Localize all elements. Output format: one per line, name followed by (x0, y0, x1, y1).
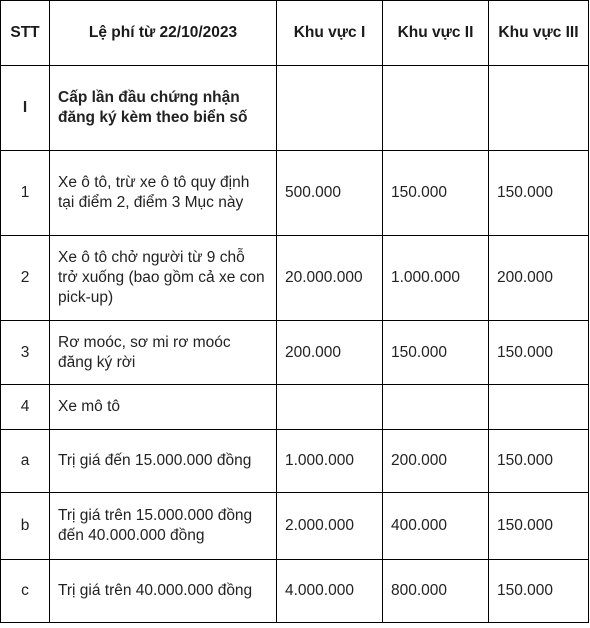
row-zone-2: 800.000 (383, 560, 489, 623)
row-stt: 3 (1, 321, 50, 385)
row-stt: 1 (1, 151, 50, 236)
row-description: Trị giá trên 15.000.000 đồng đến 40.000.000 đồng (50, 493, 277, 560)
row-description: Trị giá đến 15.000.000 đồng (50, 430, 277, 493)
table-row (1, 493, 589, 560)
row-zone-1: 20.000.000 (277, 236, 383, 321)
row-stt: a (1, 430, 50, 493)
header-stt: STT (1, 1, 50, 66)
row-zone-3: 150.000 (489, 430, 589, 493)
row-zone-1: 200.000 (277, 321, 383, 385)
row-stt: b (1, 493, 50, 560)
row-zone-2: 150.000 (383, 151, 489, 236)
row-zone-2: 1.000.000 (383, 236, 489, 321)
row-zone-3: 150.000 (489, 321, 589, 385)
header-zone-1: Khu vực I (277, 1, 383, 66)
table-row (1, 236, 589, 321)
row-stt: 2 (1, 236, 50, 321)
row-zone-1 (277, 66, 383, 151)
row-zone-1 (277, 385, 383, 430)
header-zone-2: Khu vực II (383, 1, 489, 66)
row-zone-3 (489, 66, 589, 151)
row-zone-3: 150.000 (489, 560, 589, 623)
table-row (1, 385, 589, 430)
row-zone-2: 150.000 (383, 321, 489, 385)
table-row (1, 321, 589, 385)
row-stt: I (1, 66, 50, 151)
table-row (1, 66, 589, 151)
row-zone-1: 4.000.000 (277, 560, 383, 623)
row-zone-2: 400.000 (383, 493, 489, 560)
row-description: Xe ô tô, trừ xe ô tô quy định tại điểm 2, điểm 3 Mục này (50, 151, 277, 236)
row-description: Trị giá trên 40.000.000 đồng (50, 560, 277, 623)
row-zone-2 (383, 66, 489, 151)
header-row (1, 1, 589, 66)
row-description: Rơ moóc, sơ mi rơ moóc đăng ký rời (50, 321, 277, 385)
table-row (1, 151, 589, 236)
row-description: Xe mô tô (50, 385, 277, 430)
table-row (1, 560, 589, 623)
header-fee: Lệ phí từ 22/10/2023 (50, 1, 277, 66)
row-zone-1: 500.000 (277, 151, 383, 236)
row-description: Xe ô tô chở người từ 9 chỗ trở xuống (bao gồm cả xe con pick-up) (50, 236, 277, 321)
row-zone-1: 2.000.000 (277, 493, 383, 560)
row-zone-3 (489, 385, 589, 430)
row-zone-2: 200.000 (383, 430, 489, 493)
row-stt: 4 (1, 385, 50, 430)
row-stt: c (1, 560, 50, 623)
table-row (1, 430, 589, 493)
row-zone-3: 150.000 (489, 151, 589, 236)
row-zone-1: 1.000.000 (277, 430, 383, 493)
row-zone-3: 150.000 (489, 493, 589, 560)
row-zone-3: 200.000 (489, 236, 589, 321)
header-zone-3: Khu vực III (489, 1, 589, 66)
row-zone-2 (383, 385, 489, 430)
row-description: Cấp lần đầu chứng nhận đăng ký kèm theo biển số (50, 66, 277, 151)
